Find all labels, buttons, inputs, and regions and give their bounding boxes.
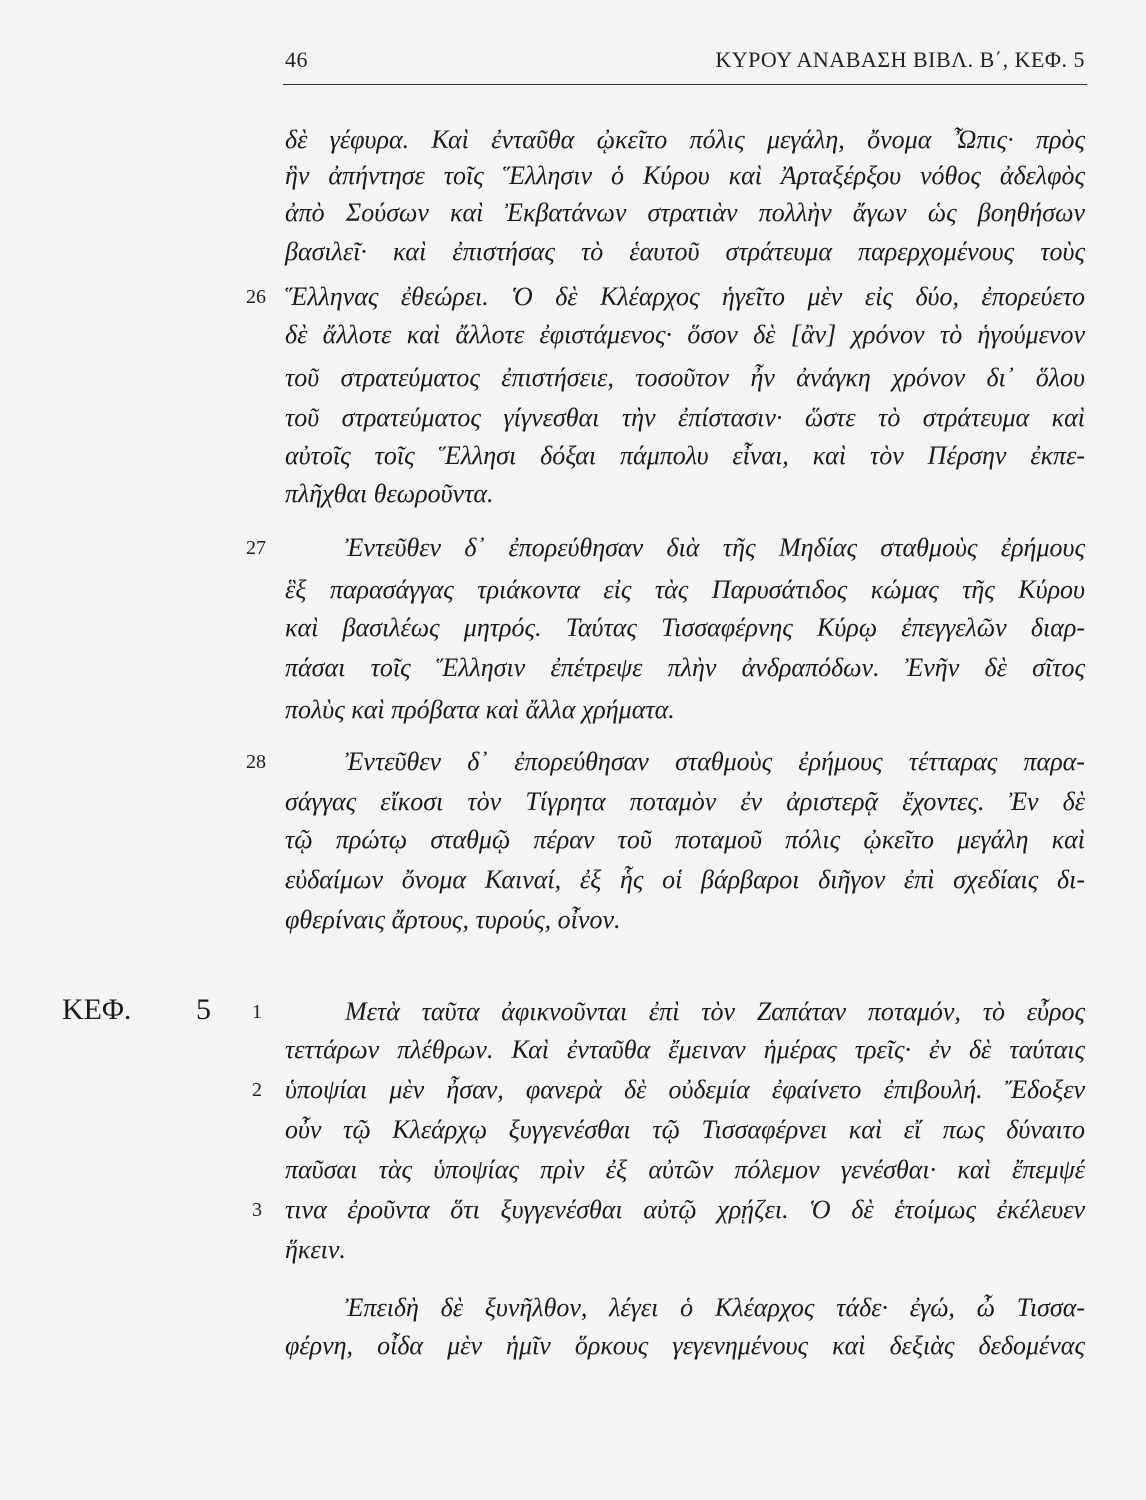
text-line: καὶ βασιλέως μητρός. Ταύτας Τισσαφέρνης Κύρῳ ἐπεγγελῶν διαρ-	[285, 613, 1085, 642]
text-line: οὖν τῷ Κλεάρχῳ ξυγγενέσθαι τῷ Τισσαφέρνει καὶ εἴ πως δύναιτο	[285, 1115, 1085, 1144]
text-line: δὲ γέφυρα. Καὶ ἐνταῦθα ᾠκεῖτο πόλις μεγάλη, ὄνομα Ὦπις· πρὸς	[285, 125, 1085, 154]
text-line: ἀπὸ Σούσων καὶ Ἐκβατάνων στρατιὰν πολλὴν ἄγων ὡς βοηθήσων	[285, 198, 1085, 227]
text-line: ἥκειν.	[285, 1235, 346, 1264]
page-number: 46	[285, 47, 308, 72]
text-line: φέρνη, οἶδα μὲν ἡμῖν ὅρκους γεγενημένους καὶ δεξιὰς δεδομένας	[285, 1331, 1085, 1360]
section-number-3: 3	[252, 1199, 262, 1221]
text-line: ἣν ἀπήντησε τοῖς Ἕλλησιν ὁ Κύρου καὶ Ἀρταξέρξου νόθος ἀδελφὸς	[285, 161, 1085, 190]
section-number-28: 28	[246, 751, 266, 773]
text-line: Ἐντεῦθεν δ᾿ ἐπορεύθησαν σταθμοὺς ἐρήμους τέτταρας παρα-	[345, 747, 1085, 776]
text-line: ἓξ παρασάγγας τριάκοντα εἰς τὰς Παρυσάτιδος κώμας τῆς Κύρου	[285, 575, 1085, 604]
text-line: Μετὰ ταῦτα ἀφικνοῦνται ἐπὶ τὸν Ζαπάταν ποταμόν, τὸ εὖρος	[345, 997, 1085, 1026]
text-line: παῦσαι τὰς ὑποψίας πρὶν ἐξ αὐτῶν πόλεμον γενέσθαι· καὶ ἔπεμψέ	[285, 1155, 1085, 1184]
section-number-1: 1	[252, 1001, 262, 1023]
text-line: Ἐπειδὴ δὲ ξυνῆλθον, λέγει ὁ Κλέαρχος τάδε· ἐγώ, ὦ Τισσα-	[345, 1293, 1085, 1322]
header-rule	[283, 84, 1087, 85]
text-line: Ἐντεῦθεν δ᾿ ἐπορεύθησαν διὰ τῆς Μηδίας σταθμοὺς ἐρήμους	[345, 533, 1085, 562]
text-line: πολὺς καὶ πρόβατα καὶ ἄλλα χρήματα.	[285, 695, 675, 724]
text-line: πάσαι τοῖς Ἕλλησιν ἐπέτρεψε πλὴν ἀνδραπόδων. Ἐνῆν δὲ σῖτος	[285, 653, 1085, 682]
text-line: τοῦ στρατεύματος γίγνεσθαι τὴν ἐπίστασιν· ὥστε τὸ στράτευμα καὶ	[285, 403, 1085, 432]
text-line: δὲ ἄλλοτε καὶ ἄλλοτε ἐφιστάμενος· ὅσον δὲ [ἂν] χρόνον τὸ ἡγούμενον	[285, 320, 1085, 349]
margin-chapter-label: ΚΕΦ.	[62, 993, 132, 1026]
margin-chapter-number: 5	[196, 993, 211, 1026]
text-line: αὐτοῖς τοῖς Ἕλλησι δόξαι πάμπολυ εἶναι, καὶ τὸν Πέρσην ἐκπε-	[285, 441, 1085, 470]
text-line: τεττάρων πλέθρων. Καὶ ἐνταῦθα ἔμειναν ἡμέρας τρεῖς· ἐν δὲ ταύταις	[285, 1035, 1085, 1064]
text-line: ὑποψίαι μὲν ἦσαν, φανερὰ δὲ οὐδεμία ἐφαίνετο ἐπιβουλή. Ἔδοξεν	[285, 1075, 1085, 1104]
text-line: τινα ἐροῦντα ὅτι ξυγγενέσθαι αὐτῷ χρῄζει. Ὁ δὲ ἑτοίμως ἐκέλευεν	[285, 1195, 1085, 1224]
section-number-2: 2	[252, 1079, 262, 1101]
text-line: τῷ πρώτῳ σταθμῷ πέραν τοῦ ποταμοῦ πόλις ᾠκεῖτο μεγάλη καὶ	[285, 825, 1085, 854]
section-number-26: 26	[246, 286, 266, 308]
section-number-27: 27	[246, 537, 266, 559]
text-line: φθερίναις ἄρτους, τυρούς, οἶνον.	[285, 905, 621, 934]
text-line: τοῦ στρατεύματος ἐπιστήσειε, τοσοῦτον ἦν ἀνάγκη χρόνον δι᾿ ὅλου	[285, 363, 1085, 392]
text-line: βασιλεῖ· καὶ ἐπιστήσας τὸ ἑαυτοῦ στράτευμα παρερχομένους τοὺς	[285, 237, 1085, 266]
text-line: Ἕλληνας ἐθεώρει. Ὁ δὲ Κλέαρχος ἡγεῖτο μὲν εἰς δύο, ἐπορεύετο	[285, 282, 1085, 311]
running-title: ΚΥΡΟΥ ΑΝΑΒΑΣΗ ΒΙΒΛ. Β΄, ΚΕΦ. 5	[715, 47, 1085, 72]
text-line: εὐδαίμων ὄνομα Καιναί, ἐξ ἧς οἱ βάρβαροι διῆγον ἐπὶ σχεδίαις δι-	[285, 865, 1085, 894]
text-line: σάγγας εἴκοσι τὸν Τίγρητα ποταμὸν ἐν ἀριστερᾷ ἔχοντες. Ἐν δὲ	[285, 787, 1085, 816]
text-line: πλῆχθαι θεωροῦντα.	[285, 479, 494, 508]
